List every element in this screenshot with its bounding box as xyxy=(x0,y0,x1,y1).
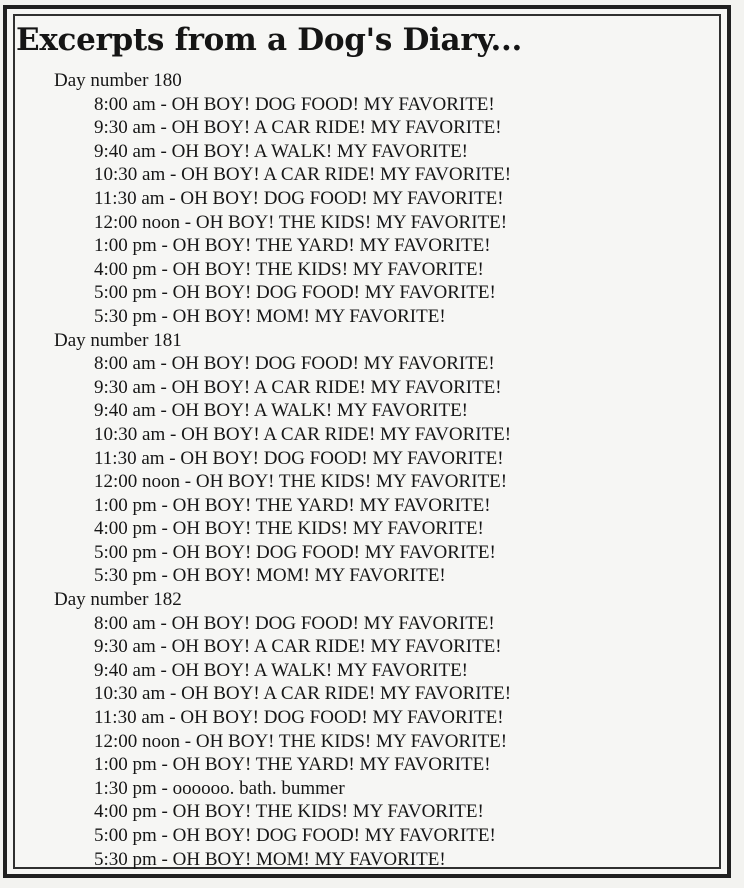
diary-entry: 11:30 am - OH BOY! DOG FOOD! MY FAVORITE! xyxy=(94,447,504,469)
diary-entry: 12:00 noon - OH BOY! THE KIDS! MY FAVORITE! xyxy=(94,730,508,752)
diary-entry: 9:40 am - OH BOY! A WALK! MY FAVORITE! xyxy=(94,659,469,681)
document-border xyxy=(3,5,731,878)
diary-entry: 5:30 pm - OH BOY! MOM! MY FAVORITE! xyxy=(94,848,446,870)
diary-entry: 5:00 pm - OH BOY! DOG FOOD! MY FAVORITE! xyxy=(94,282,496,304)
diary-entry: 10:30 am - OH BOY! A CAR RIDE! MY FAVORITE! xyxy=(94,164,512,186)
diary-entry: 10:30 am - OH BOY! A CAR RIDE! MY FAVORITE! xyxy=(94,683,512,705)
diary-entry: 4:00 pm - OH BOY! THE KIDS! MY FAVORITE! xyxy=(94,258,484,280)
diary-entry: 1:00 pm - OH BOY! THE YARD! MY FAVORITE! xyxy=(94,754,491,776)
entry-list xyxy=(54,352,511,588)
entry-list xyxy=(54,612,511,872)
diary-entry: 8:00 am - OH BOY! DOG FOOD! MY FAVORITE! xyxy=(94,93,495,115)
day-heading: Day number 182 xyxy=(54,589,182,611)
day-section xyxy=(54,329,511,589)
diary-entry: 5:00 pm - OH BOY! DOG FOOD! MY FAVORITE! xyxy=(94,825,496,846)
diary-entry: 5:30 pm - OH BOY! MOM! MY FAVORITE! xyxy=(94,305,446,327)
day-section xyxy=(54,588,511,871)
diary-entry: 11:30 am - OH BOY! DOG FOOD! MY FAVORITE! xyxy=(94,707,504,729)
diary-entry: 9:30 am - OH BOY! A CAR RIDE! MY FAVORITE! xyxy=(94,376,502,398)
diary-entry: 1:00 pm - OH BOY! THE YARD! MY FAVORITE! xyxy=(94,494,491,516)
diary-entry: 9:30 am - OH BOY! A CAR RIDE! MY FAVORITE! xyxy=(94,117,502,139)
diary-entry: 1:30 pm - oooooo. bath. bummer xyxy=(94,777,345,799)
diary-entry: 8:00 am - OH BOY! DOG FOOD! MY FAVORITE! xyxy=(94,612,495,634)
diary-entry: 10:30 am - OH BOY! A CAR RIDE! MY FAVORITE! xyxy=(94,423,512,445)
document-title: Excerpts from a Dog's Diary... xyxy=(16,22,522,58)
day-heading: Day number 180 xyxy=(54,70,182,91)
diary-entry: 4:00 pm - OH BOY! THE KIDS! MY FAVORITE! xyxy=(94,801,484,823)
diary-entry: 9:30 am - OH BOY! A CAR RIDE! MY FAVORITE! xyxy=(94,636,502,658)
diary-entry: 4:00 pm - OH BOY! THE KIDS! MY FAVORITE! xyxy=(94,518,484,540)
diary-entry: 8:00 am - OH BOY! DOG FOOD! MY FAVORITE! xyxy=(94,353,495,375)
diary-entry: 9:40 am - OH BOY! A WALK! MY FAVORITE! xyxy=(94,400,469,422)
diary-entry: 11:30 am - OH BOY! DOG FOOD! MY FAVORITE! xyxy=(94,187,504,209)
diary-entry: 5:00 pm - OH BOY! DOG FOOD! MY FAVORITE! xyxy=(94,541,496,563)
diary-entry: 9:40 am - OH BOY! A WALK! MY FAVORITE! xyxy=(94,140,469,162)
day-heading: Day number 181 xyxy=(54,329,182,351)
entry-list xyxy=(54,93,511,329)
diary-entry: 12:00 noon - OH BOY! THE KIDS! MY FAVORITE! xyxy=(94,211,508,233)
diary-entry: 12:00 noon - OH BOY! THE KIDS! MY FAVORITE! xyxy=(94,471,508,493)
diary-entry: 5:30 pm - OH BOY! MOM! MY FAVORITE! xyxy=(94,565,446,587)
day-section xyxy=(54,69,511,329)
diary-body xyxy=(54,69,511,871)
diary-entry: 1:00 pm - OH BOY! THE YARD! MY FAVORITE! xyxy=(94,235,491,257)
